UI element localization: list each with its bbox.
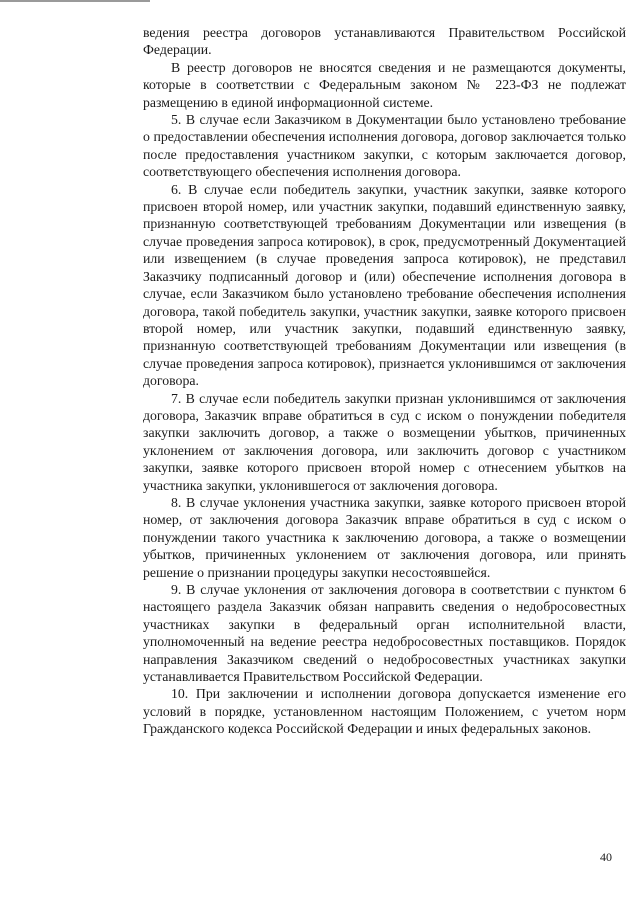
page-number: 40 [600, 850, 612, 864]
paragraph-registry-exclusion: В реестр договоров не вносятся сведения и не размещаются документы, которые в соответствии с Федеральным законом № 223-ФЗ не подлежат размещению в единой информационной системе. [143, 59, 626, 110]
paragraph-clause-7: 7. В случае если победитель закупки признан уклонившимся от заключения договора, Заказчик вправе обратиться в суд с иском о понуждении победителя закупки заключить договор, а также о возмещении убытков, причиненных уклонением от заключения договора, или заключить договор с участником закупки, заявке которого присвоен второй номер с отнесением убытков на участника закупки, уклонившегося от заключения договора. [143, 390, 626, 493]
paragraph-continuation: ведения реестра договоров устанавливаются Правительством Российской Федерации. [143, 25, 626, 58]
document-page [143, 24, 626, 738]
paragraph-clause-10: 10. При заключении и исполнении договора допускается изменение его условий в порядке, установленном настоящим Положением, с учетом норм Гражданского кодекса Российской Федерации и иных федеральных законов. [143, 686, 626, 737]
paragraph-clause-6: 6. В случае если победитель закупки, участник закупки, заявке которого присвоен второй номер, или участник закупки, подавший единственную заявку, признанную соответствующей требованиям Документации или извещения (в случае проведения запроса котировок), в срок, предусмотренный Документацией или извещением (в случае проведения запроса котировок), не представил Заказчику подписанный договор и (или) обеспечение исполнения договора в случае, если Заказчиком было установлено требование обеспечения исполнения договора, такой победитель закупки, участник закупки, заявке которого присвоен второй номер, или участник закупки, подавший единственную заявку, признанную соответствующей требованиям Документации или извещения (в случае проведения запроса котировок), признается уклонившимся от заключения договора. [143, 181, 626, 389]
paragraph-clause-9: 9. В случае уклонения от заключения договора в соответствии с пунктом 6 настоящего раздела Заказчик обязан направить сведения о недобросовестных участниках закупки в федеральный орган исполнительной власти, уполномоченный на ведение реестра недобросовестных поставщиков. Порядок направления Заказчиком сведений о недобросовестных участниках закупки устанавливается Правительством Российской Федерации. [143, 582, 626, 685]
paragraph-clause-5: 5. В случае если Заказчиком в Документации было установлено требование о предоставлении обеспечения исполнения договора, договор заключается только после предоставления участником закупки, с которым заключается договор, соответствующего обеспечения исполнения договора. [143, 112, 626, 180]
paragraph-clause-8: 8. В случае уклонения участника закупки, заявке которого присвоен второй номер, от заключения договора Заказчик вправе обратиться в суд с иском о понуждении такого участника к заключению договора, а также о возмещении убытков, причиненных уклонением от заключения договора, или принять решение о признании процедуры закупки несостоявшейся. [143, 494, 626, 580]
top-rule [0, 0, 150, 2]
